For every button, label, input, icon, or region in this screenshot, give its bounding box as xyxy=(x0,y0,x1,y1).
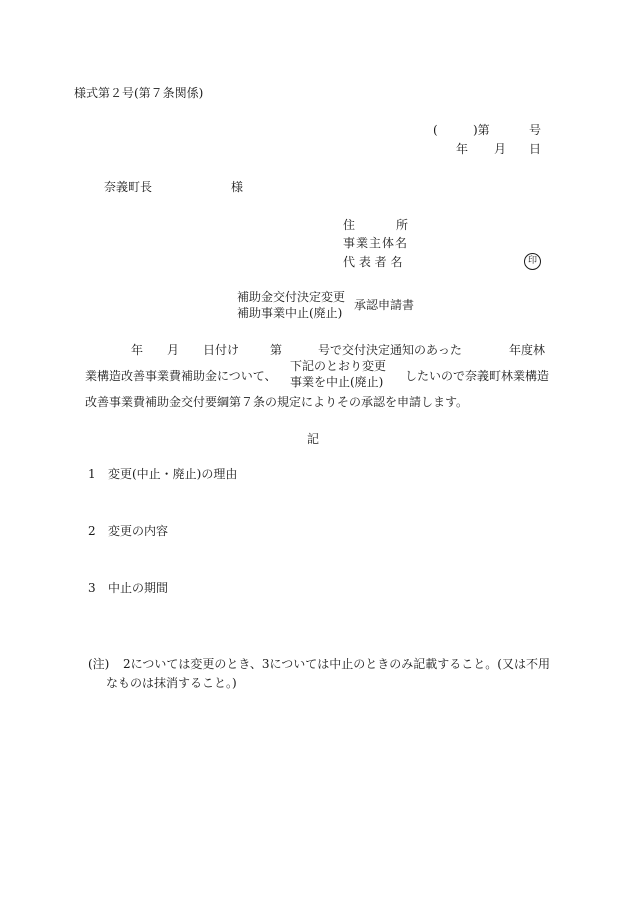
title-option-cancel: 補助事業中止(廃止) xyxy=(237,306,343,320)
body-notice: 号で交付決定通知のあった xyxy=(318,343,462,357)
body-date: 日付け xyxy=(203,343,240,357)
item-number: 2 xyxy=(88,524,96,538)
note-line-2: なものは抹消すること。) xyxy=(106,676,237,690)
note-label: (注) xyxy=(88,657,110,671)
note-line-1: 2については変更のとき、3については中止のときのみ記載すること。(又は不用 xyxy=(123,657,550,671)
addressee-name: 奈義町長 xyxy=(104,180,153,194)
form-id: 様式第２号(第７条関係) xyxy=(74,86,204,100)
item-number: 3 xyxy=(88,581,96,595)
date-month: 月 xyxy=(494,142,507,156)
entity-label: 事業主体名 xyxy=(343,236,409,250)
date-year: 年 xyxy=(456,142,469,156)
title-suffix: 承認申請書 xyxy=(354,298,415,312)
date-day: 日 xyxy=(529,142,542,156)
item-cancel-period: 中止の期間 xyxy=(108,581,169,595)
seal-mark: 印 xyxy=(524,253,541,270)
body-regulation: 改善事業費補助金交付要綱第７条の規定によりその承認を申請します。 xyxy=(85,395,469,409)
body-request: したいので奈義町林業構造 xyxy=(405,369,550,383)
address-label-1: 住 xyxy=(343,218,356,232)
addressee-honorific: 様 xyxy=(231,180,244,194)
item-number: 1 xyxy=(88,467,96,481)
item-reason: 変更(中止・廃止)の理由 xyxy=(108,467,238,481)
number-close-paren-dai: )第 xyxy=(473,123,490,137)
body-month: 月 xyxy=(167,343,180,357)
address-label-2: 所 xyxy=(396,218,409,232)
body-dai: 第 xyxy=(270,343,283,357)
body-fiscal-year: 年度林 xyxy=(509,343,546,357)
body-year: 年 xyxy=(131,343,144,357)
item-change-content: 変更の内容 xyxy=(108,524,169,538)
title-option-change: 補助金交付決定変更 xyxy=(237,290,346,304)
body-option-cancel: 事業を中止(廃止) xyxy=(290,375,384,389)
number-open-paren: ( xyxy=(433,123,438,137)
body-subsidy: 業構造改善事業費補助金について、 xyxy=(85,369,277,383)
representative-label: 代 表 者 名 xyxy=(343,255,403,269)
ki-heading: 記 xyxy=(307,432,320,446)
number-go: 号 xyxy=(529,123,542,137)
body-option-change: 下記のとおり変更 xyxy=(290,359,387,373)
